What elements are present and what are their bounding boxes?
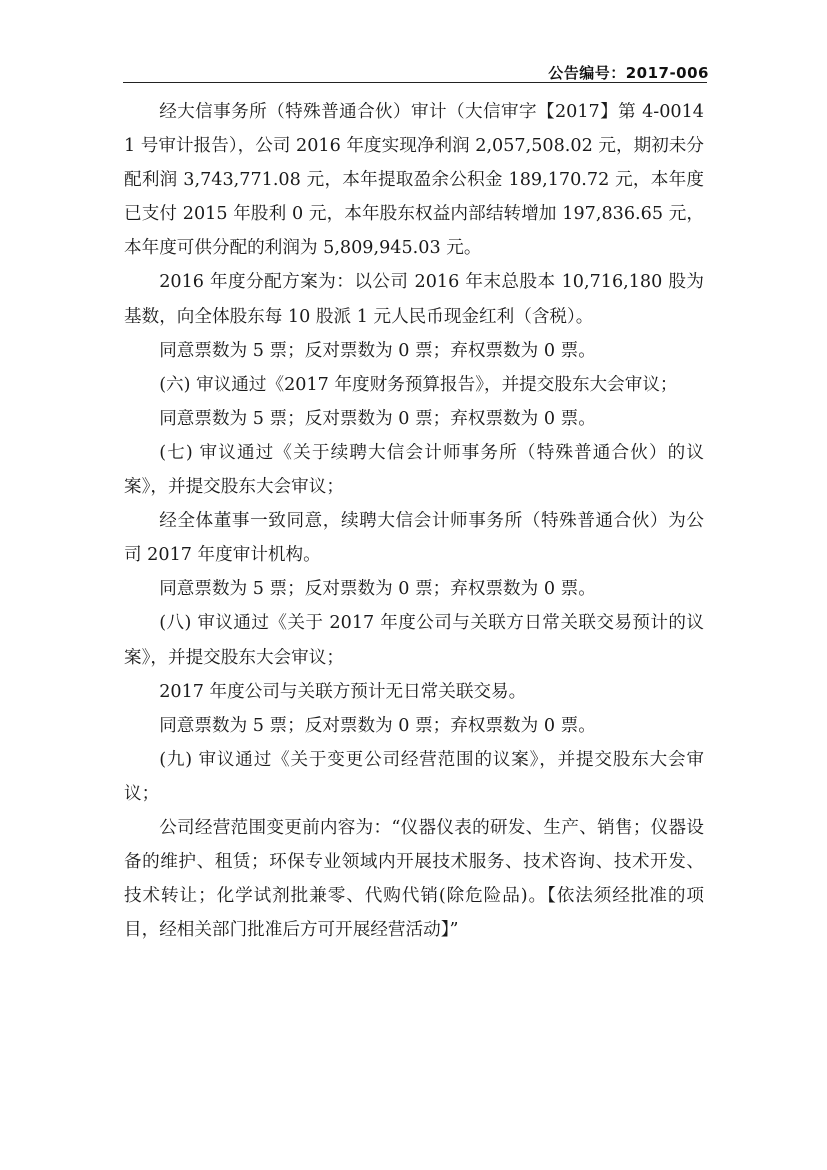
paragraph-vote-result: 同意票数为 5 票；反对票数为 0 票；弃权票数为 0 票。 xyxy=(159,579,596,600)
paragraph-item-8: (八) 审议通过《关于 2017 年度公司与关联方日常关联交易预计的议案》，并提交股东大会审议； xyxy=(124,613,704,668)
paragraph-auditor-reappointment: 经全体董事一致同意，续聘大信会计师事务所（特殊普通合伙）为公司 2017 年度审计机构。 xyxy=(124,511,704,566)
paragraph-business-scope: 公司经营范围变更前内容为：“仪器仪表的研发、生产、销售；仪器设备的维护、租赁；环保专业领域内开展技术服务、技术咨询、技术开发、技术转让；化学试剂批兼零、代购代销(除危险品)。【依法须经批准的项目，经相关部门批准后方可开展经营活动】” xyxy=(124,817,704,941)
paragraph-distribution-plan: 2016 年度分配方案为：以公司 2016 年末总股本 10,716,180 股为基数，向全体股东每 10 股派 1 元人民币现金红利（含税）。 xyxy=(124,272,704,327)
paragraph-vote-result: 同意票数为 5 票；反对票数为 0 票；弃权票数为 0 票。 xyxy=(159,715,596,736)
paragraph-item-9: (九) 审议通过《关于变更公司经营范围的议案》，并提交股东大会审议； xyxy=(124,749,704,804)
paragraph-audit-profit: 经大信事务所（特殊普通合伙）审计（大信审字【2017】第 4-00141 号审计报告），公司 2016 年度实现净利润 2,057,508.02 元，期初未分配利润 3,743,771.08 元，本年提取盈余公积金 189,170.72 元，本年度已支付 2015 年股利 0 元，本年股东权益内部结转增加 197,836.65 元，本年度可供分配的利润为 5,809,945.03 元。 xyxy=(124,102,704,259)
paragraph-vote-result: 同意票数为 5 票；反对票数为 0 票；弃权票数为 0 票。 xyxy=(159,408,596,429)
paragraph-vote-result: 同意票数为 5 票；反对票数为 0 票；弃权票数为 0 票。 xyxy=(159,340,596,361)
paragraph-item-7: (七) 审议通过《关于续聘大信会计师事务所（特殊普通合伙）的议案》，并提交股东大会审议； xyxy=(124,442,704,498)
document-body xyxy=(124,95,704,947)
header-divider xyxy=(123,82,707,83)
paragraph-related-transactions: 2017 年度公司与关联方预计无日常关联交易。 xyxy=(159,681,527,702)
announcement-number: 公告编号：2017-006 xyxy=(548,64,709,82)
paragraph-item-6: (六) 审议通过《2017 年度财务预算报告》，并提交股东大会审议； xyxy=(159,374,678,395)
